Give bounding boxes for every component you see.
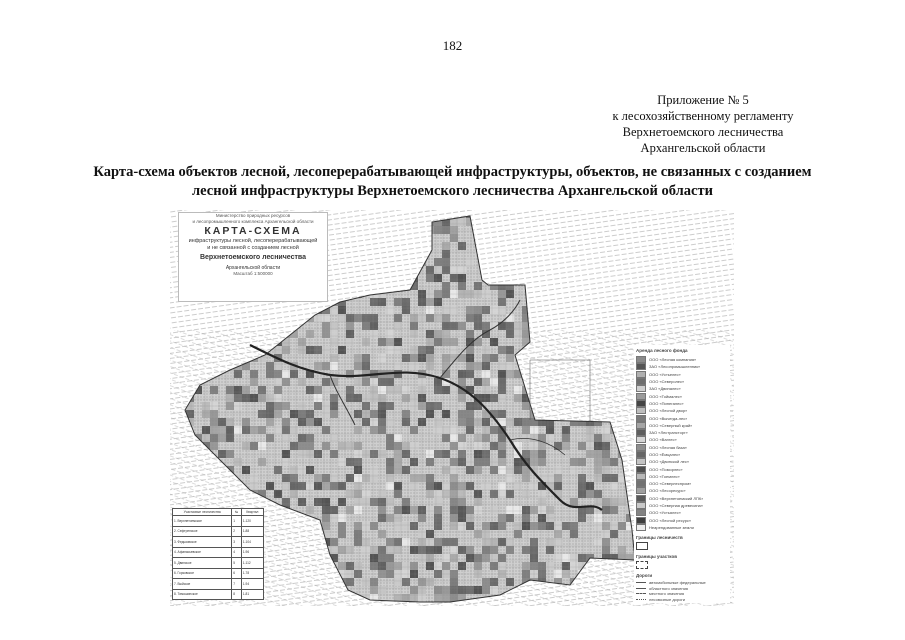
legend-swatch bbox=[636, 415, 646, 422]
table-cell: 3 bbox=[232, 537, 241, 548]
map-heading-line-1: инфраструктуры лесной, лесоперерабатывающей bbox=[188, 238, 318, 244]
document-title bbox=[30, 163, 875, 201]
legend-item bbox=[636, 509, 730, 516]
legend-label: ЗАО «Лестрансторг» bbox=[649, 430, 688, 436]
table-cell: 1-81 bbox=[241, 589, 263, 600]
legend-label: ООО «Северный край» bbox=[649, 422, 693, 428]
legend-swatch bbox=[636, 422, 646, 429]
legend-swatch bbox=[636, 444, 646, 451]
table-row bbox=[173, 568, 264, 579]
table-header-cell: № bbox=[232, 509, 241, 516]
legend-road-item bbox=[636, 597, 730, 603]
map-heading-box bbox=[178, 212, 328, 302]
map-heading-scale: Масштаб 1:500000 bbox=[233, 271, 273, 276]
table-header-row bbox=[173, 509, 264, 516]
legend-label: ЗАО «Лесопромышленник» bbox=[649, 364, 701, 370]
table-cell: 6 bbox=[232, 568, 241, 579]
legend-swatch bbox=[636, 356, 646, 363]
legend-item bbox=[636, 363, 730, 370]
appendix-line-4: Архангельской области bbox=[640, 141, 766, 155]
table-cell: 2 bbox=[232, 526, 241, 537]
table-cell: 7. Выйское bbox=[173, 579, 232, 590]
appendix-note bbox=[573, 92, 833, 156]
table-cell: 1 bbox=[232, 516, 241, 527]
legend-swatch bbox=[636, 458, 646, 465]
legend-label: ООО «Верхнетоемский ЛПК» bbox=[649, 495, 704, 501]
legend-item bbox=[636, 451, 730, 458]
legend-swatch bbox=[636, 524, 646, 531]
table-cell: 8 bbox=[232, 589, 241, 600]
legend-item bbox=[636, 429, 730, 436]
legend-label: ООО «Лесная база» bbox=[649, 444, 687, 450]
district-table bbox=[172, 508, 264, 600]
legend-label: ООО «Лесоресурс» bbox=[649, 488, 686, 494]
table-cell: 1-96 bbox=[241, 547, 263, 558]
legend-boundary-district: Границы участков bbox=[636, 554, 678, 560]
appendix-line-1: Приложение № 5 bbox=[657, 93, 749, 107]
legend-item bbox=[636, 356, 730, 363]
table-cell: 1-88 bbox=[241, 526, 263, 537]
legend-label: ООО «Северолес» bbox=[649, 379, 685, 385]
legend-swatch bbox=[636, 451, 646, 458]
legend-item bbox=[636, 436, 730, 443]
legend-label: ЗАО «Двиналес» bbox=[649, 386, 681, 392]
legend-label: ООО «Устьелес» bbox=[649, 371, 681, 377]
table-row bbox=[173, 537, 264, 548]
legend-road-label: местного значения bbox=[649, 591, 685, 597]
road-line-swatch bbox=[636, 599, 646, 600]
legend-label: ООО «Поморлес» bbox=[649, 466, 683, 472]
table-row bbox=[173, 558, 264, 569]
legend-item bbox=[636, 495, 730, 502]
map-heading-title: КАРТА-СХЕМА bbox=[204, 225, 302, 237]
legend-road-label: автомобильные федеральные bbox=[649, 580, 706, 586]
legend-boundary-forestry-swatch bbox=[636, 542, 648, 550]
page-number: 182 bbox=[442, 38, 463, 53]
legend-swatch bbox=[636, 371, 646, 378]
legend-swatch bbox=[636, 378, 646, 385]
table-cell: 4. Афанасьевское bbox=[173, 547, 232, 558]
legend-swatch bbox=[636, 400, 646, 407]
legend-road-label: лесовозные дороги bbox=[649, 596, 686, 602]
legend-label: ООО «Лесной двор» bbox=[649, 408, 688, 414]
legend-roads bbox=[634, 580, 730, 602]
legend-boundary-district-swatch bbox=[636, 561, 648, 569]
legend-swatch bbox=[636, 517, 646, 524]
legend-label: ООО «Северлеспром» bbox=[649, 481, 692, 487]
legend-swatch bbox=[636, 385, 646, 392]
map-heading-line-2: и не связанной с созданием лесной bbox=[207, 244, 299, 251]
map-heading-ministry-1: Министерство природных ресурсов bbox=[215, 213, 291, 218]
legend-road-label: областного значения bbox=[649, 585, 688, 591]
table-cell: 5 bbox=[232, 558, 241, 569]
legend-label: Неарендованные земли bbox=[649, 524, 694, 530]
legend-item bbox=[636, 422, 730, 429]
legend-label: ООО «Лесной ресурс» bbox=[649, 517, 692, 523]
table-cell: 1-120 bbox=[241, 516, 263, 527]
legend-swatch bbox=[636, 495, 646, 502]
map-heading-region: Архангельской области bbox=[225, 265, 281, 271]
table-row bbox=[173, 589, 264, 600]
legend-label: ООО «Лесная компания» bbox=[649, 357, 697, 363]
table-cell: 8. Тимошинское bbox=[173, 589, 232, 600]
legend-swatch bbox=[636, 466, 646, 473]
table-cell: 6. Горковское bbox=[173, 568, 232, 579]
appendix-line-3: Верхнетоемского лесничества bbox=[622, 125, 784, 139]
legend-label: ООО «Тоймалес» bbox=[649, 393, 683, 399]
road-line-swatch bbox=[636, 593, 646, 594]
legend-title: Аренда лесного фонда bbox=[636, 348, 688, 353]
legend-item bbox=[636, 407, 730, 414]
legend-item bbox=[636, 487, 730, 494]
legend-item bbox=[636, 502, 730, 509]
legend-label: ООО «Северная древесина» bbox=[649, 503, 704, 509]
table-row bbox=[173, 547, 264, 558]
title-line-2: лесной инфраструктуры Верхнетоемского лесничества Архангельской области bbox=[192, 183, 713, 199]
legend-label: ООО «Ёмцалес» bbox=[649, 452, 681, 457]
map-legend bbox=[634, 345, 730, 603]
legend-swatch bbox=[636, 436, 646, 443]
table-cell: 1-104 bbox=[241, 537, 263, 548]
legend-label: ООО «Тоемлес» bbox=[649, 473, 680, 479]
table-cell: 1-94 bbox=[241, 579, 263, 590]
table-cell: 3. Федьковское bbox=[173, 537, 232, 548]
legend-swatch bbox=[636, 480, 646, 487]
table-row bbox=[173, 526, 264, 537]
legend-swatch bbox=[636, 407, 646, 414]
legend-item bbox=[636, 480, 730, 487]
legend-item bbox=[636, 458, 730, 465]
legend-item bbox=[636, 371, 730, 378]
table-cell: 1. Верхнетоемское bbox=[173, 516, 232, 527]
legend-roads-title: Дороги bbox=[636, 573, 653, 579]
legend-swatch bbox=[636, 502, 646, 509]
district-table-body bbox=[173, 516, 264, 600]
legend-label: ООО «Устьялес» bbox=[649, 510, 681, 516]
legend-label: ООО «Ваглес» bbox=[649, 437, 677, 443]
legend-items bbox=[634, 356, 730, 531]
legend-swatch bbox=[636, 363, 646, 370]
legend-swatch bbox=[636, 509, 646, 516]
legend-item bbox=[636, 524, 730, 531]
legend-swatch bbox=[636, 393, 646, 400]
legend-label: ООО «Пинегалес» bbox=[649, 400, 684, 406]
legend-item bbox=[636, 400, 730, 407]
table-header-cell: Квартал bbox=[241, 509, 263, 516]
legend-item bbox=[636, 473, 730, 480]
map-heading-forestry: Верхнетоемского лесничества bbox=[199, 254, 307, 261]
legend-item bbox=[636, 465, 730, 472]
table-cell: 4 bbox=[232, 547, 241, 558]
legend-boundary-forestry: Границы лесничеств bbox=[636, 535, 683, 541]
table-cell: 5. Двинское bbox=[173, 558, 232, 569]
road-line-swatch bbox=[636, 582, 646, 583]
title-line-1: Карта-схема объектов лесной, лесоперерабатывающей инфраструктуры, объектов, не связанных с созданием bbox=[93, 164, 812, 180]
road-line-swatch bbox=[636, 588, 646, 589]
table-cell: 1-112 bbox=[241, 558, 263, 569]
legend-item bbox=[636, 517, 730, 524]
table-cell: 2. Сефтренское bbox=[173, 526, 232, 537]
legend-item bbox=[636, 444, 730, 451]
table-row bbox=[173, 579, 264, 590]
map-heading-ministry-2: и лесопромышленного комплекса Архангельской области bbox=[192, 218, 314, 224]
legend-swatch bbox=[636, 473, 646, 480]
legend-item bbox=[636, 392, 730, 399]
table-cell: 1-78 bbox=[241, 568, 263, 579]
legend-item bbox=[636, 378, 730, 385]
legend-swatch bbox=[636, 429, 646, 436]
appendix-line-2: к лесохозяйственному регламенту bbox=[612, 109, 794, 123]
legend-item bbox=[636, 385, 730, 392]
legend-item bbox=[636, 414, 730, 421]
table-cell: 7 bbox=[232, 579, 241, 590]
legend-label: ООО «Двинской лес» bbox=[649, 459, 690, 465]
legend-label: ООО «Вычегда-лес» bbox=[649, 415, 688, 421]
table-header-cell: Участковые лесничества bbox=[173, 509, 232, 516]
legend-swatch bbox=[636, 487, 646, 494]
table-row bbox=[173, 516, 264, 527]
